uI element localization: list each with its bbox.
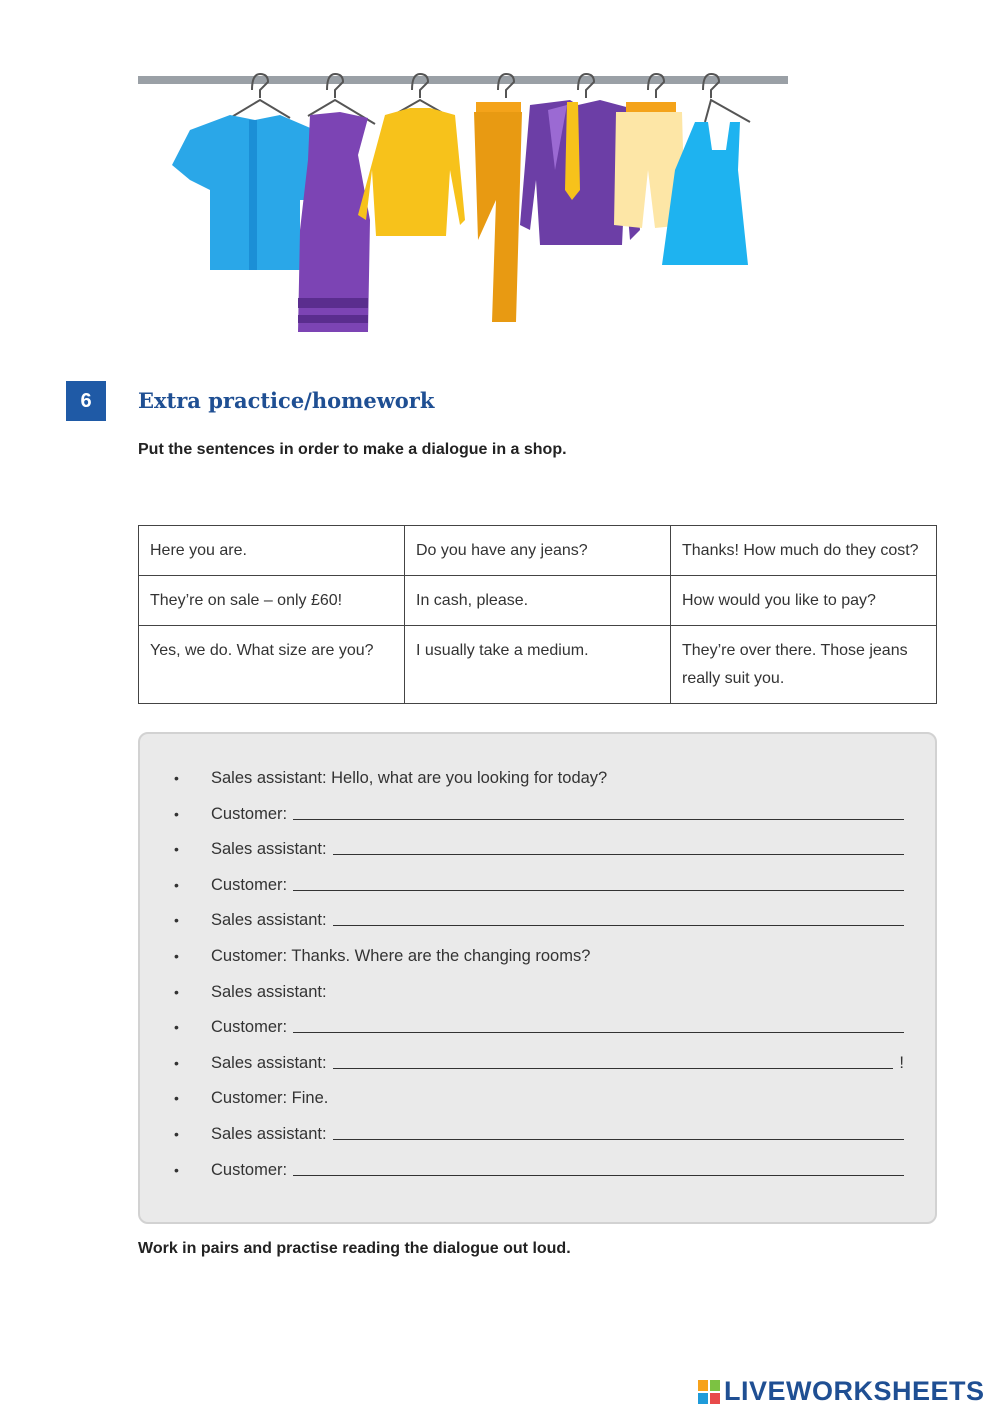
sentence-cell: How would you like to pay? (671, 576, 937, 626)
sentence-cell: Yes, we do. What size are you? (139, 626, 405, 704)
instruction-text: Put the sentences in order to make a dialogue in a shop. (138, 441, 567, 458)
sentence-row (139, 626, 937, 704)
brand-name: LIVEWORKSHEETS (724, 1376, 985, 1406)
dialogue-line (174, 1123, 904, 1159)
dialogue-line-text: Customer: (211, 875, 288, 894)
bullet-icon: • (174, 841, 179, 858)
bullet-icon: • (174, 1161, 179, 1178)
dialogue-line (174, 945, 904, 981)
sentence-cell: Here you are. (139, 526, 405, 576)
bullet-icon: • (174, 947, 179, 964)
answer-blank[interactable] (333, 838, 904, 855)
sentence-cell: They’re over there. Those jeans really suit you. (671, 626, 937, 704)
dialogue-line-text: Customer: (211, 804, 288, 823)
answer-blank[interactable] (293, 874, 904, 891)
liveworksheets-logo (698, 1376, 985, 1407)
bullet-icon: • (174, 1125, 179, 1142)
sentence-cell: They’re on sale – only £60! (139, 576, 405, 626)
dialogue-line (174, 981, 904, 1017)
sentence-row (139, 526, 937, 576)
dialogue-line-text: Customer: Thanks. Where are the changing rooms? (211, 946, 591, 965)
section-title: Extra practice/homework (138, 388, 435, 413)
dialogue-line (174, 1087, 904, 1123)
dialogue-line (174, 767, 904, 803)
bullet-icon: • (174, 983, 179, 1000)
liveworksheets-logo-icon (698, 1380, 720, 1404)
dialogue-line-text: Customer: Fine. (211, 1089, 329, 1108)
dialogue-line (174, 1016, 904, 1052)
dialogue-line-text: Sales assistant: (211, 1124, 327, 1143)
dialogue-line-text: Sales assistant: (211, 911, 327, 930)
sentence-cell: I usually take a medium. (405, 626, 671, 704)
answer-blank[interactable] (333, 1052, 894, 1069)
bullet-icon: • (174, 876, 179, 893)
dialogue-line (174, 1052, 904, 1088)
dialogue-line-text: Customer: (211, 1018, 288, 1037)
sentence-cell: Thanks! How much do they cost? (671, 526, 937, 576)
dialogue-list (174, 767, 904, 1194)
bullet-icon: • (174, 1090, 179, 1107)
answer-blank[interactable] (333, 1123, 904, 1140)
dialogue-line-text: Sales assistant: (211, 982, 327, 1001)
line-suffix: ! (899, 1053, 904, 1072)
dialogue-line (174, 838, 904, 874)
sentence-table (138, 525, 937, 704)
answer-blank[interactable] (293, 1016, 904, 1033)
dialogue-line (174, 1159, 904, 1195)
clothes-rack-illustration (130, 60, 800, 345)
dialogue-line (174, 909, 904, 945)
sentence-cell: In cash, please. (405, 576, 671, 626)
pairs-instruction-text: Work in pairs and practise reading the dialogue out loud. (138, 1240, 571, 1257)
bullet-icon: • (174, 1054, 179, 1071)
bullet-icon: • (174, 912, 179, 929)
dialogue-line-text: Customer: (211, 1160, 288, 1179)
dialogue-line-text: Sales assistant: (211, 840, 327, 859)
sentence-row (139, 576, 937, 626)
dialogue-line (174, 803, 904, 839)
bullet-icon: • (174, 770, 179, 786)
dialogue-line (174, 874, 904, 910)
dialogue-line-text: Sales assistant: (211, 1053, 327, 1072)
bullet-icon: • (174, 805, 179, 822)
dialogue-line-text: Sales assistant: Hello, what are you looking for today? (211, 769, 608, 787)
bullet-icon: • (174, 1019, 179, 1036)
section-number-badge: 6 (66, 381, 106, 421)
dialogue-panel (138, 732, 937, 1224)
answer-blank[interactable] (293, 803, 904, 820)
sentence-cell: Do you have any jeans? (405, 526, 671, 576)
answer-blank[interactable] (293, 1159, 904, 1176)
answer-blank[interactable] (333, 909, 904, 926)
